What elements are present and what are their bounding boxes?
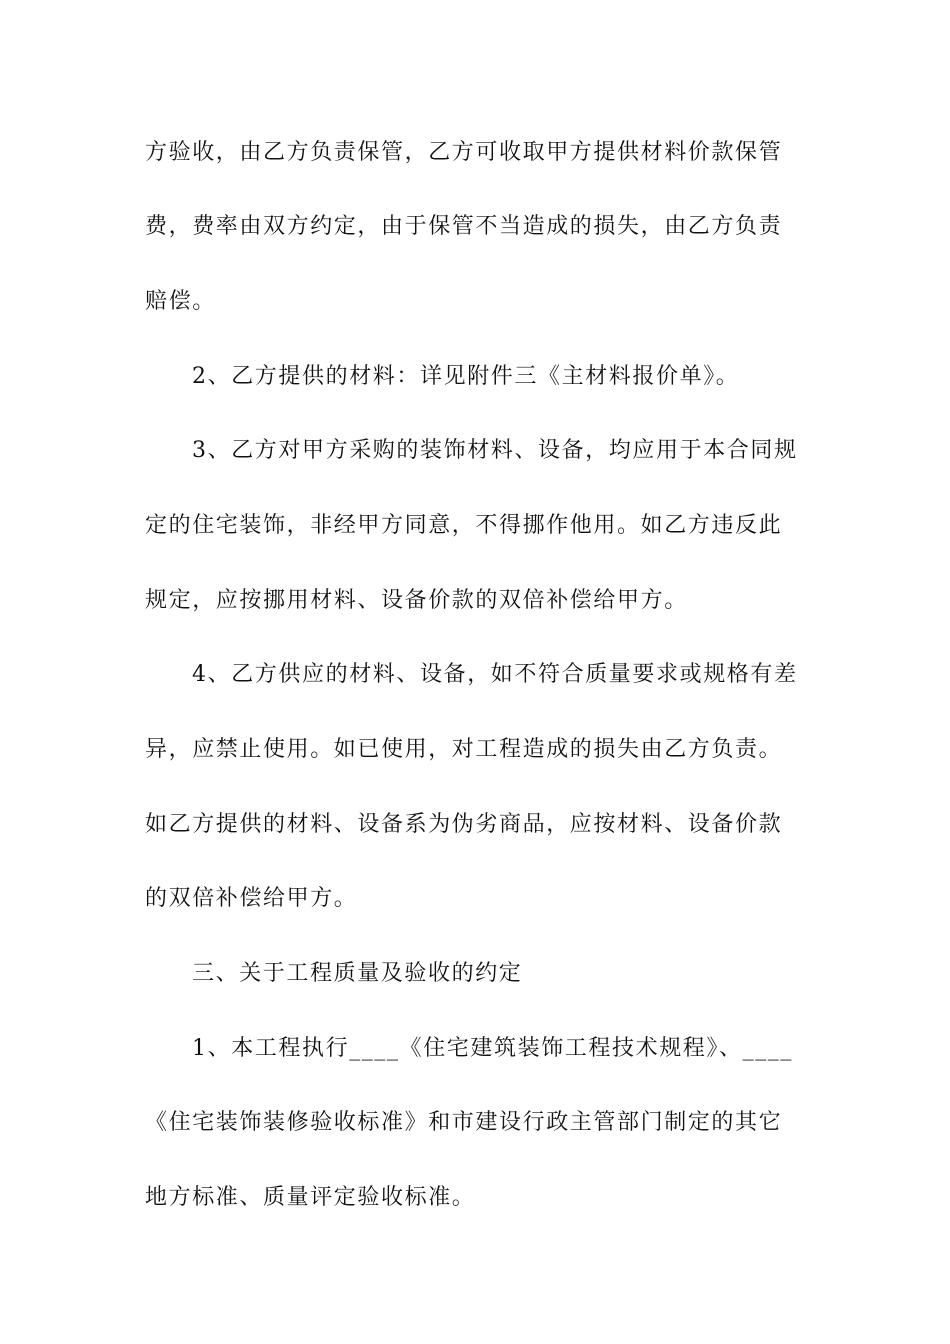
paragraph-start-line: 3、乙方对甲方采购的装饰材料、设备，均应用于本合同规 — [192, 438, 798, 463]
paragraph-start-line: 1、本工程执行____《住宅建筑装饰工程技术规程》、____ — [192, 1036, 793, 1061]
section-heading: 三、关于工程质量及验收的约定 — [192, 961, 523, 986]
text-line: 规定，应按挪用材料、设备价款的双倍补偿给甲方。 — [145, 588, 688, 613]
paragraph-start-line: 2、乙方提供的材料：详见附件三《主材料报价单》。 — [192, 364, 740, 389]
text-line: 赔偿。 — [145, 289, 216, 314]
text-line: 定的住宅装饰，非经甲方同意，不得挪作他用。如乙方违反此 — [145, 513, 783, 538]
paragraph-start-line: 4、乙方供应的材料、设备，如不符合质量要求或规格有差 — [192, 662, 798, 687]
text-line: 方验收，由乙方负责保管，乙方可收取甲方提供材料价款保管 — [145, 140, 783, 165]
text-line: 异，应禁止使用。如已使用，对工程造成的损失由乙方负责。 — [145, 737, 783, 762]
text-line: 如乙方提供的材料、设备系为伪劣商品，应按材料、设备价款 — [145, 812, 783, 837]
text-line: 地方标准、质量评定验收标准。 — [145, 1185, 476, 1210]
text-line: 费，费率由双方约定，由于保管不当造成的损失，由乙方负责 — [145, 214, 783, 239]
text-line: 的双倍补偿给甲方。 — [145, 886, 358, 911]
text-line: 《住宅装饰装修验收标准》和市建设行政主管部门制定的其它 — [145, 1110, 783, 1135]
